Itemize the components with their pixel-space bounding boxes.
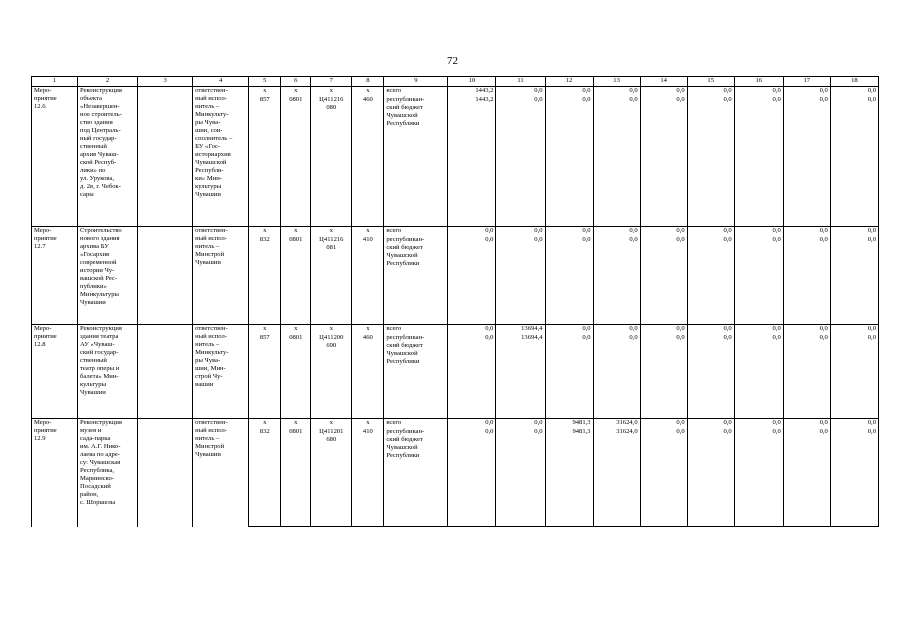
activity-name: Строительство нового здания архива БУ «Госархив современной истории Чу- вашской Рес- публики» Минкультуры Чувашии — [78, 227, 138, 325]
empty-cell — [138, 419, 193, 527]
code-section: x — [281, 227, 311, 236]
code-expense-type: x — [352, 419, 384, 428]
column-header-4: 4 — [193, 77, 249, 87]
value-cell: 0,0 — [640, 236, 687, 325]
code-target: Ц411201 680 — [311, 428, 352, 527]
column-header-12: 12 — [545, 77, 593, 87]
code-section: 0801 — [281, 96, 311, 227]
value-cell: 0,0 — [545, 87, 593, 96]
value-cell: 0,0 — [783, 227, 830, 236]
column-header-16: 16 — [734, 77, 783, 87]
value-cell: 0,0 — [734, 227, 783, 236]
code-expense-type: 410 — [352, 236, 384, 325]
value-cell: 0,0 — [448, 325, 496, 334]
value-cell: 9481,3 — [545, 419, 593, 428]
code-section: 0801 — [281, 334, 311, 419]
value-cell: 31624,0 — [593, 419, 640, 428]
column-header-2: 2 — [78, 77, 138, 87]
activity-label: Меро- приятие 12.8 — [32, 325, 78, 419]
column-header-9: 9 — [384, 77, 448, 87]
funding-source: всего — [384, 227, 448, 236]
code-expense-type: 460 — [352, 96, 384, 227]
funding-source: всего — [384, 419, 448, 428]
code-grbs: 832 — [249, 428, 281, 527]
page-number: 72 — [447, 55, 458, 67]
column-header-3: 3 — [138, 77, 193, 87]
executor-cell: ответствен- ный испол- нитель – Минстрой Чувашии — [193, 227, 249, 325]
value-cell: 0,0 — [687, 419, 734, 428]
value-cell: 0,0 — [783, 334, 830, 419]
value-cell: 0,0 — [593, 87, 640, 96]
value-cell: 0,0 — [734, 325, 783, 334]
executor-cell: ответствен- ный испол- нитель – Минкульту- ры Чува- шии, Мин- строй Чу- вашии — [193, 325, 249, 419]
value-cell: 0,0 — [687, 227, 734, 236]
table-row — [32, 227, 879, 236]
value-cell: 0,0 — [830, 96, 878, 227]
value-cell: 0,0 — [640, 325, 687, 334]
value-cell: 0,0 — [448, 236, 496, 325]
column-number-row — [32, 77, 879, 87]
value-cell: 0,0 — [783, 325, 830, 334]
code-expense-type: x — [352, 325, 384, 334]
value-cell: 0,0 — [593, 227, 640, 236]
empty-cell — [138, 325, 193, 419]
code-section: x — [281, 419, 311, 428]
funding-source: республикан- ский бюджет Чувашской Республики — [384, 236, 448, 325]
code-expense-type: x — [352, 87, 384, 96]
value-cell: 0,0 — [830, 334, 878, 419]
column-header-1: 1 — [32, 77, 78, 87]
empty-cell — [138, 227, 193, 325]
code-expense-type: x — [352, 227, 384, 236]
value-cell: 0,0 — [734, 334, 783, 419]
column-header-5: 5 — [249, 77, 281, 87]
code-target: x — [311, 227, 352, 236]
code-section: x — [281, 87, 311, 96]
activity-label: Меро- приятие 12.6 — [32, 87, 78, 227]
value-cell: 0,0 — [783, 428, 830, 527]
code-expense-type: 410 — [352, 428, 384, 527]
value-cell: 0,0 — [640, 227, 687, 236]
value-cell: 0,0 — [687, 325, 734, 334]
code-grbs: x — [249, 325, 281, 334]
budget-table — [31, 76, 879, 527]
activity-label: Меро- приятие 12.9 — [32, 419, 78, 527]
value-cell: 0,0 — [448, 227, 496, 236]
value-cell: 9481,3 — [545, 428, 593, 527]
value-cell: 31624,0 — [593, 428, 640, 527]
value-cell: 0,0 — [734, 96, 783, 227]
code-target: x — [311, 325, 352, 334]
value-cell: 0,0 — [830, 87, 878, 96]
column-header-17: 17 — [783, 77, 830, 87]
value-cell: 0,0 — [448, 419, 496, 428]
value-cell: 0,0 — [830, 227, 878, 236]
value-cell: 0,0 — [448, 334, 496, 419]
value-cell: 13694,4 — [496, 334, 545, 419]
code-grbs: x — [249, 419, 281, 428]
value-cell: 0,0 — [545, 227, 593, 236]
column-header-6: 6 — [281, 77, 311, 87]
value-cell: 0,0 — [783, 236, 830, 325]
table-row — [32, 419, 879, 428]
value-cell: 0,0 — [545, 236, 593, 325]
value-cell: 0,0 — [687, 334, 734, 419]
value-cell: 0,0 — [783, 96, 830, 227]
value-cell: 0,0 — [830, 236, 878, 325]
code-target: Ц411200 690 — [311, 334, 352, 419]
value-cell: 1443,2 — [448, 96, 496, 227]
activity-name: Реконструкция музея и сада-парка им. А.Г. Нико- лаева по адре- су: Чувашская Республика, Мариинско- Посадский район, с. Шоршелы — [78, 419, 138, 527]
column-header-8: 8 — [352, 77, 384, 87]
value-cell: 0,0 — [830, 419, 878, 428]
code-target: Ц411216 081 — [311, 236, 352, 325]
funding-source: республикан- ский бюджет Чувашской Республики — [384, 428, 448, 527]
table-row — [32, 325, 879, 334]
code-grbs: 857 — [249, 334, 281, 419]
value-cell: 0,0 — [496, 87, 545, 96]
value-cell: 0,0 — [496, 227, 545, 236]
value-cell: 0,0 — [734, 419, 783, 428]
value-cell: 0,0 — [496, 236, 545, 325]
column-header-10: 10 — [448, 77, 496, 87]
activity-name: Реконструкция объекта «Незавершен- ное строитель- ство здания под Централь- ный государ- ственный архив Чуваш- ской Респуб- лики» по ул. Урукова, д. 2в, г. Чебок- сары — [78, 87, 138, 227]
value-cell: 0,0 — [545, 325, 593, 334]
code-expense-type: 460 — [352, 334, 384, 419]
column-header-14: 14 — [640, 77, 687, 87]
value-cell: 0,0 — [687, 96, 734, 227]
column-header-18: 18 — [830, 77, 878, 87]
code-grbs: x — [249, 87, 281, 96]
value-cell: 13694,4 — [496, 325, 545, 334]
executor-cell: ответствен- ный испол- нитель – Минстрой Чувашии — [193, 419, 249, 527]
value-cell: 0,0 — [734, 236, 783, 325]
value-cell: 0,0 — [687, 236, 734, 325]
column-header-11: 11 — [496, 77, 545, 87]
executor-cell: ответствен- ный испол- нитель – Минкульту- ры Чува- шии, сои- сполнитель – БУ «Гос- историархив Чувашской Республи- ки» Мин- культуры Чувашии — [193, 87, 249, 227]
value-cell: 0,0 — [640, 428, 687, 527]
value-cell: 0,0 — [496, 96, 545, 227]
value-cell: 0,0 — [593, 325, 640, 334]
value-cell: 0,0 — [496, 419, 545, 428]
value-cell: 0,0 — [734, 428, 783, 527]
code-grbs: 832 — [249, 236, 281, 325]
code-section: x — [281, 325, 311, 334]
funding-source: республикан- ский бюджет Чувашской Республики — [384, 334, 448, 419]
column-header-15: 15 — [687, 77, 734, 87]
value-cell: 0,0 — [687, 428, 734, 527]
code-target: x — [311, 419, 352, 428]
value-cell: 0,0 — [593, 236, 640, 325]
code-section: 0801 — [281, 428, 311, 527]
value-cell: 0,0 — [640, 87, 687, 96]
activity-label: Меро- приятие 12.7 — [32, 227, 78, 325]
value-cell: 0,0 — [545, 334, 593, 419]
value-cell: 0,0 — [734, 87, 783, 96]
table-row — [32, 87, 879, 96]
value-cell: 0,0 — [593, 334, 640, 419]
column-header-7: 7 — [311, 77, 352, 87]
code-target: Ц411216 080 — [311, 96, 352, 227]
value-cell: 0,0 — [783, 419, 830, 428]
funding-source: всего — [384, 87, 448, 96]
value-cell: 0,0 — [830, 325, 878, 334]
code-section: 0801 — [281, 236, 311, 325]
value-cell: 0,0 — [545, 96, 593, 227]
activity-name: Реконструкция здания театра АУ «Чуваш- ский государ- ственный театр оперы и балета» Мин- культуры Чувашии — [78, 325, 138, 419]
value-cell: 0,0 — [593, 96, 640, 227]
funding-source: всего — [384, 325, 448, 334]
code-grbs: 857 — [249, 96, 281, 227]
value-cell: 0,0 — [448, 428, 496, 527]
code-grbs: x — [249, 227, 281, 236]
value-cell: 0,0 — [640, 334, 687, 419]
funding-source: республикан- ский бюджет Чувашской Республики — [384, 96, 448, 227]
value-cell: 0,0 — [830, 428, 878, 527]
value-cell: 0,0 — [640, 96, 687, 227]
value-cell: 1443,2 — [448, 87, 496, 96]
column-header-13: 13 — [593, 77, 640, 87]
value-cell: 0,0 — [640, 419, 687, 428]
value-cell: 0,0 — [687, 87, 734, 96]
value-cell: 0,0 — [496, 428, 545, 527]
empty-cell — [138, 87, 193, 227]
code-target: x — [311, 87, 352, 96]
value-cell: 0,0 — [783, 87, 830, 96]
